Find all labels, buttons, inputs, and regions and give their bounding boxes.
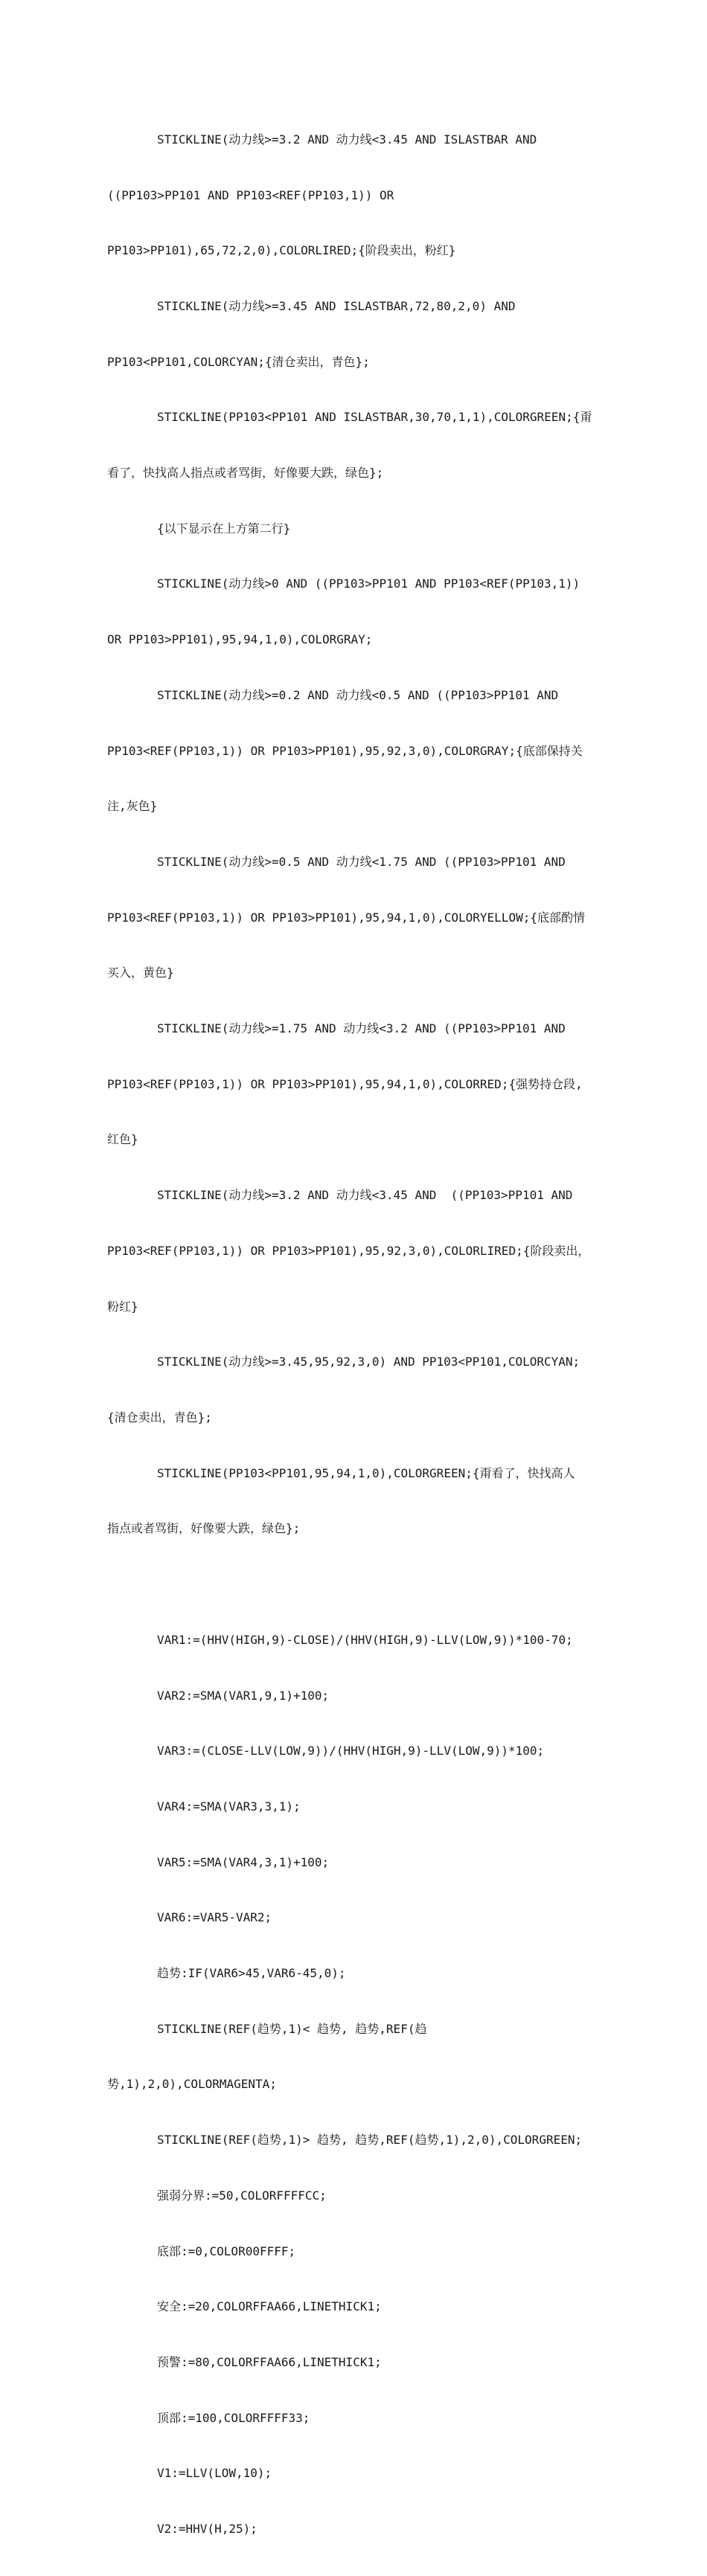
code-line: VAR5:=SMA(VAR4,3,1)+100; xyxy=(157,1854,330,1869)
code-line: VAR2:=SMA(VAR1,9,1)+100; xyxy=(157,1688,330,1703)
code-line: STICKLINE(PP103<PP101 AND ISLASTBAR,30,70,1,1),COLORGREEN;{甭 xyxy=(157,410,592,425)
code-line: STICKLINE(动力线>=3.2 AND 动力线<3.45 AND ISLASTBAR AND xyxy=(157,132,537,147)
code-line: 看了，快找高人指点或者骂街，好像要大跌，绿色}; xyxy=(107,466,384,481)
code-line: PP103<PP101,COLORCYAN;{清仓卖出，青色}; xyxy=(107,354,370,369)
code-line: PP103<REF(PP103,1)) OR PP103>PP101),95,94,1,0),COLORRED;{强势持仓段, xyxy=(107,1076,583,1091)
code-line: V1:=LLV(LOW,10); xyxy=(157,2466,272,2481)
code-line: 预警:=80,COLORFFAA66,LINETHICK1; xyxy=(157,2354,382,2369)
code-text-block xyxy=(107,94,606,2576)
code-line: OR PP103>PP101),95,94,1,0),COLORGRAY; xyxy=(107,632,373,647)
code-line: VAR6:=VAR5-VAR2; xyxy=(157,1910,272,1925)
code-line: 粉红} xyxy=(107,1299,138,1314)
code-line: {以下显示在上方第二行} xyxy=(157,521,291,536)
code-line: 注,灰色} xyxy=(107,799,158,814)
blank-line xyxy=(107,1576,606,1594)
code-line: STICKLINE(REF(趋势,1)> 趋势, 趋势,REF(趋势,1),2,0),COLORGREEN; xyxy=(157,2133,583,2148)
code-line: 势,1),2,0),COLORMAGENTA; xyxy=(107,2077,277,2092)
code-line: STICKLINE(动力线>=0.5 AND 动力线<1.75 AND ((PP103>PP101 AND xyxy=(157,854,566,869)
code-line: PP103<REF(PP103,1)) OR PP103>PP101),95,94,1,0),COLORYELLOW;{底部酌情 xyxy=(107,910,585,925)
code-line: 指点或者骂街，好像要大跌，绿色}; xyxy=(107,1521,301,1536)
code-line: VAR3:=(CLOSE-LLV(LOW,9))/(HHV(HIGH,9)-LLV(LOW,9))*100; xyxy=(157,1744,545,1758)
code-line: 顶部:=100,COLORFFFF33; xyxy=(157,2410,310,2425)
code-line: 买入，黄色} xyxy=(107,966,174,980)
code-line: {清仓卖出，青色}; xyxy=(107,1410,212,1424)
code-line: 安全:=20,COLORFFAA66,LINETHICK1; xyxy=(157,2299,382,2314)
code-line: VAR4:=SMA(VAR3,3,1); xyxy=(157,1799,301,1814)
code-line: PP103>PP101),65,72,2,0),COLORLIRED;{阶段卖出，粉红} xyxy=(107,243,456,258)
code-line: STICKLINE(动力线>0 AND ((PP103>PP101 AND PP103<REF(PP103,1)) xyxy=(157,576,580,591)
code-line: STICKLINE(动力线>=3.45 AND ISLASTBAR,72,80,2,0) AND xyxy=(157,298,516,313)
code-line: STICKLINE(动力线>=1.75 AND 动力线<3.2 AND ((PP103>PP101 AND xyxy=(157,1021,566,1036)
code-line: 红色} xyxy=(107,1132,138,1147)
code-line: V2:=HHV(H,25); xyxy=(157,2522,257,2537)
code-line: 强弱分界:=50,COLORFFFFCC; xyxy=(157,2188,327,2203)
code-line: STICKLINE(动力线>=0.2 AND 动力线<0.5 AND ((PP103>PP101 AND xyxy=(157,687,559,702)
code-line: STICKLINE(动力线>=3.2 AND 动力线<3.45 AND ((PP103>PP101 AND xyxy=(157,1188,573,1203)
code-line: PP103<REF(PP103,1)) OR PP103>PP101),95,92,3,0),COLORLIRED;{阶段卖出， xyxy=(107,1243,590,1258)
code-line: PP103<REF(PP103,1)) OR PP103>PP101),95,92,3,0),COLORGRAY;{底部保持关 xyxy=(107,743,583,758)
code-line: VAR1:=(HHV(HIGH,9)-CLOSE)/(HHV(HIGH,9)-LLV(LOW,9))*100-70; xyxy=(157,1632,573,1647)
code-line: STICKLINE(PP103<PP101,95,94,1,0),COLORGREEN;{甭看了，快找高人 xyxy=(157,1465,575,1480)
code-line: STICKLINE(动力线>=3.45,95,92,3,0) AND PP103<PP101,COLORCYAN; xyxy=(157,1355,580,1369)
code-line: STICKLINE(REF(趋势,1)< 趋势, 趋势,REF(趋 xyxy=(157,2021,427,2036)
code-line: 底部:=0,COLOR00FFFF; xyxy=(157,2243,296,2258)
code-line: ((PP103>PP101 AND PP103<REF(PP103,1)) OR xyxy=(107,187,394,202)
code-line: 趋势:IF(VAR6>45,VAR6-45,0); xyxy=(157,1966,346,1981)
